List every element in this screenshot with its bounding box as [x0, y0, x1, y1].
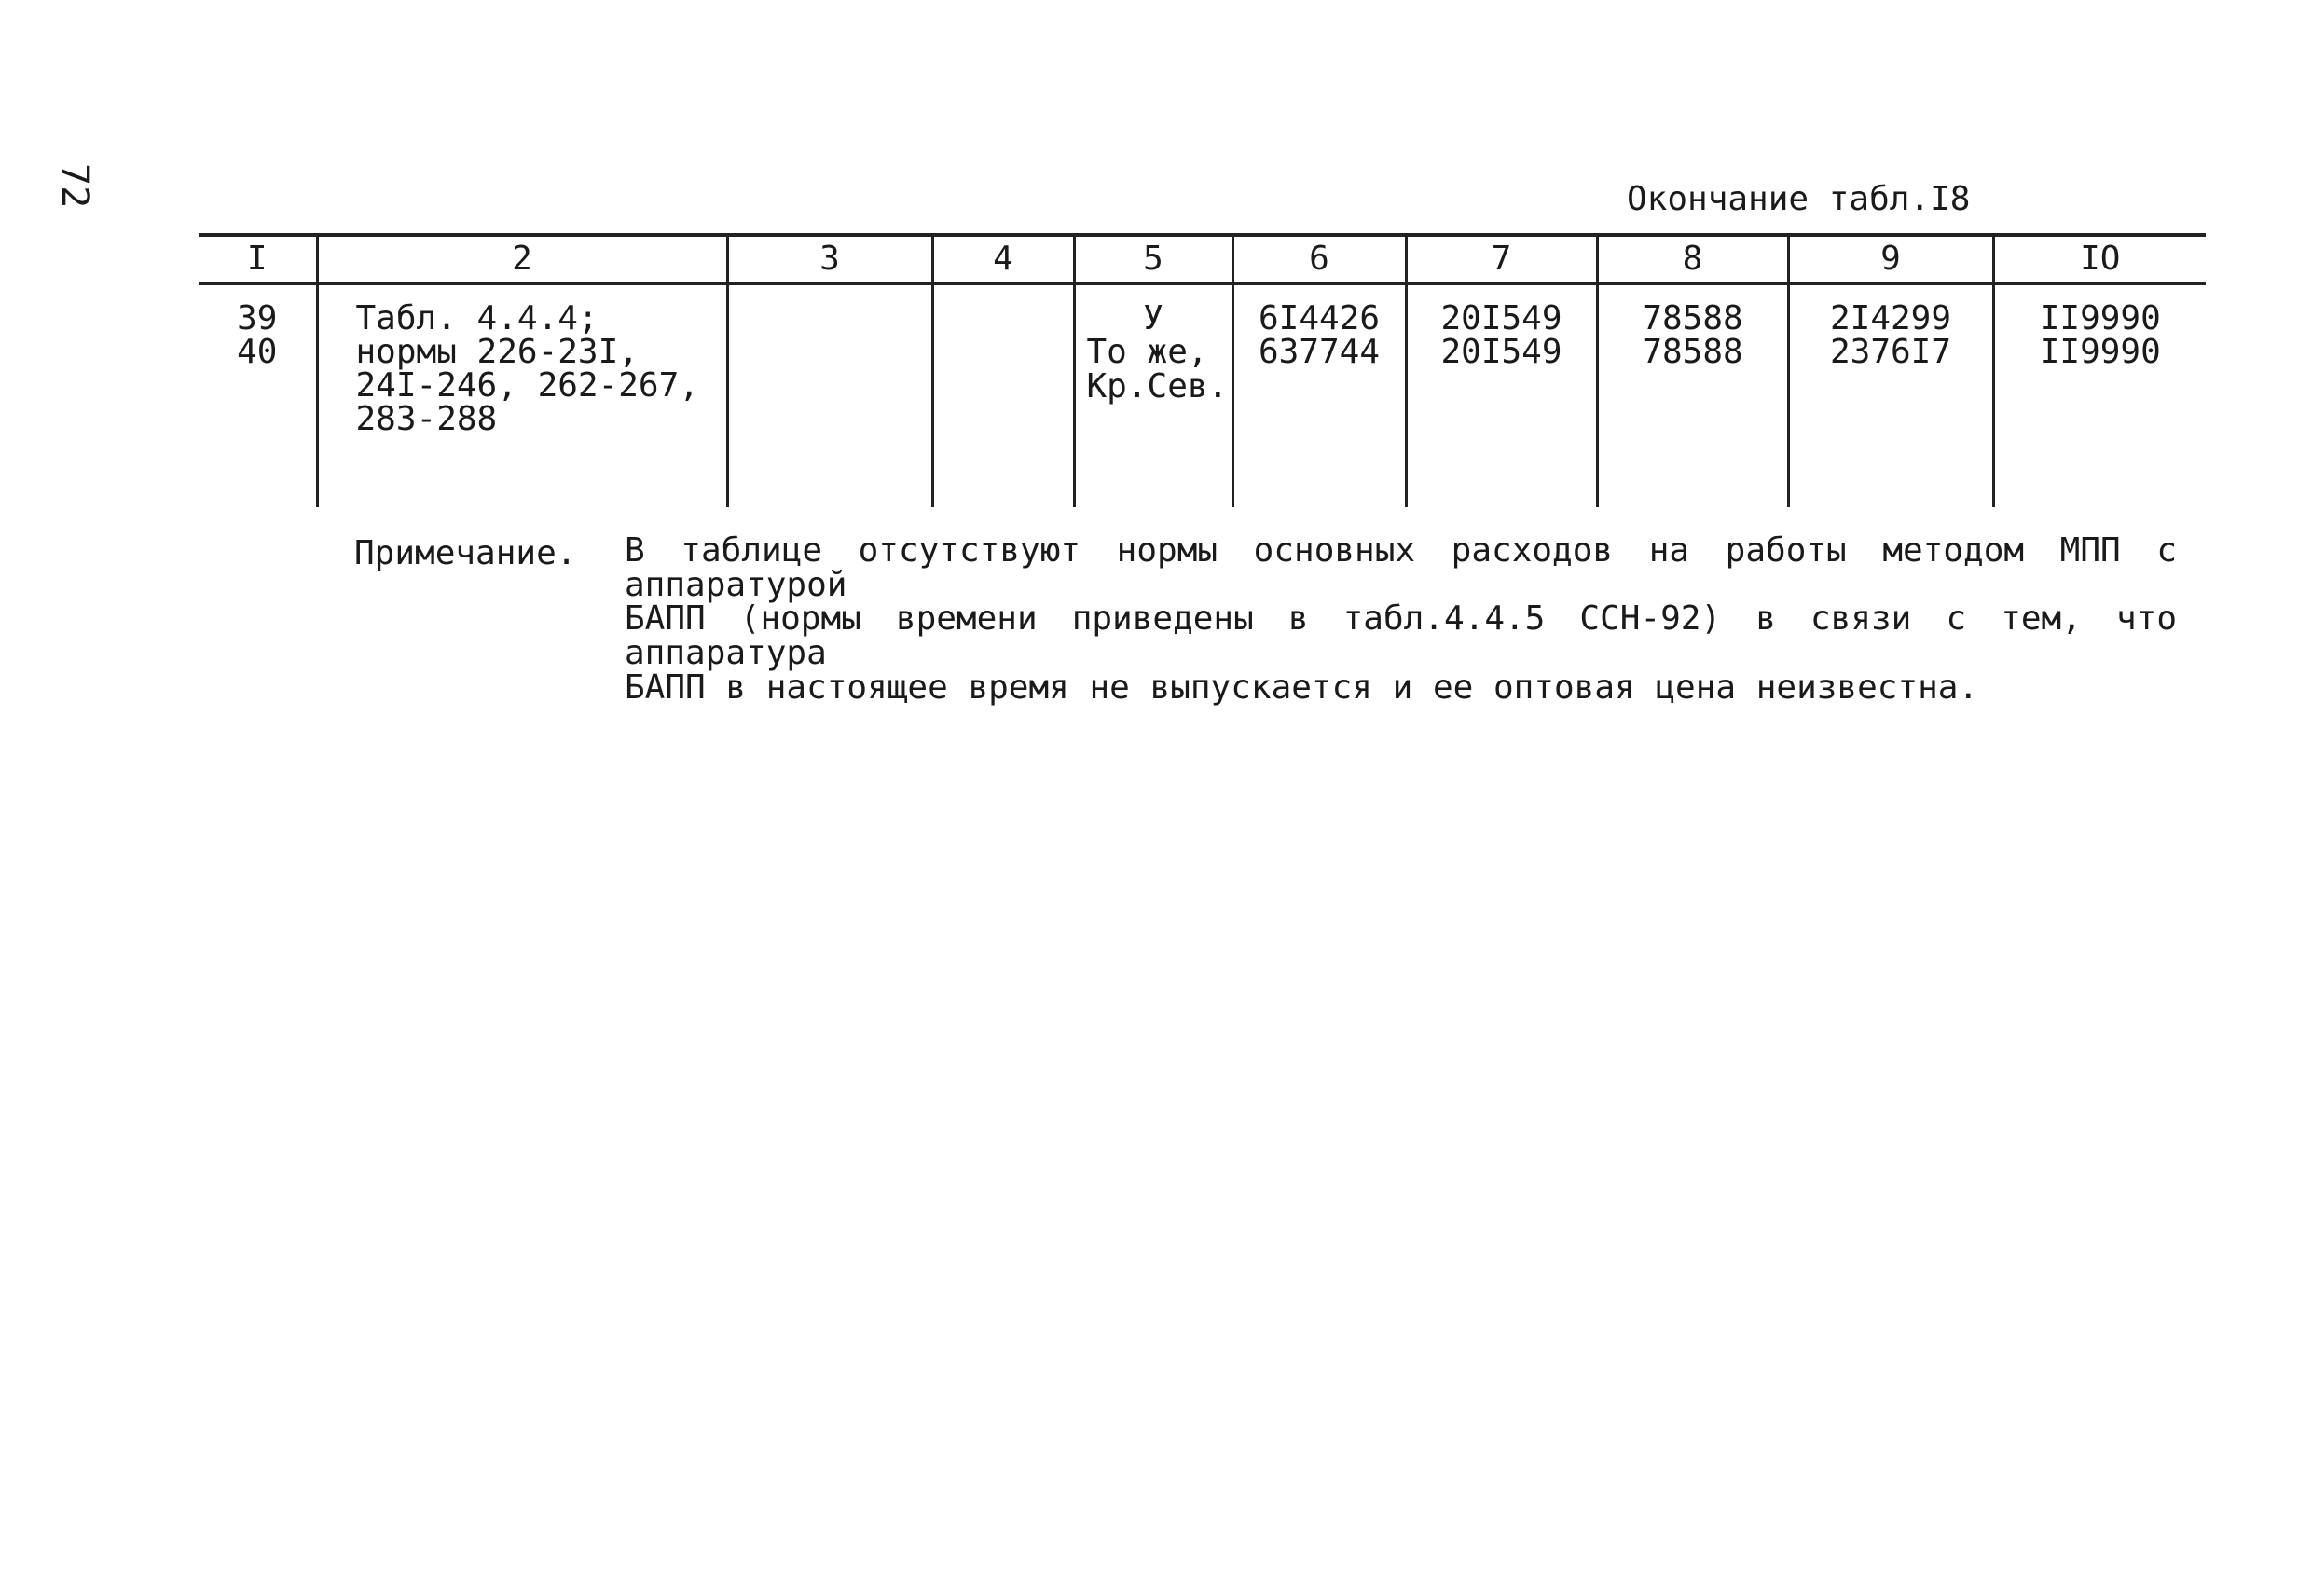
table-caption: Окончание табл.I8: [1627, 180, 1971, 218]
data-table: [199, 233, 2206, 507]
row-number: 39: [237, 299, 278, 337]
col4-cell: [932, 283, 1074, 507]
cell-value: 20I549: [1440, 299, 1562, 337]
note-line: БАПП (нормы времени приведены в табл.4.4.5 ССН-92) в связи с тем, что аппаратура: [625, 599, 2177, 673]
col-header-3: 3: [727, 235, 932, 283]
cell-value: 2376I7: [1829, 333, 1952, 371]
header-row: [199, 235, 2206, 283]
cell-value: II9990: [2039, 299, 2161, 337]
reference-line: 283-288: [355, 400, 498, 438]
cell-value: 78588: [1642, 333, 1743, 371]
cell-value: 6I4426: [1258, 299, 1381, 337]
cell-value: 637744: [1258, 333, 1381, 371]
col9-cell: [1788, 283, 1993, 507]
unit-line: У: [1143, 299, 1163, 337]
unit-cell: [1074, 283, 1232, 507]
col-header-9: 9: [1788, 235, 1993, 283]
cell-value: 2I4299: [1829, 299, 1952, 337]
col-header-4: 4: [932, 235, 1074, 283]
note-line: БАПП в настоящее время не выпускается и ее оптовая цена неизвестна.: [625, 667, 1979, 707]
unit-line: Кр.Сев.: [1086, 366, 1229, 406]
note-label: Примечание.: [354, 534, 577, 572]
col-header-8: 8: [1597, 235, 1788, 283]
page-number: 72: [53, 163, 96, 209]
note-text: [625, 531, 2177, 707]
unit-line: То же,: [1086, 333, 1208, 371]
table-row: [199, 283, 2206, 507]
col-header-1: I: [199, 235, 317, 283]
col-header-6: 6: [1232, 235, 1406, 283]
cell-value: 78588: [1642, 299, 1743, 337]
col10-cell: [1993, 283, 2206, 507]
row-numbers-cell: [199, 283, 317, 507]
reference-line: нормы 226-23I,: [355, 333, 639, 371]
col3-cell: [727, 283, 932, 507]
reference-line: 24I-246, 262-267,: [355, 366, 699, 405]
cell-value: 20I549: [1440, 333, 1562, 371]
cell-value: II9990: [2039, 333, 2161, 371]
row-number: 40: [237, 333, 278, 371]
col8-cell: [1597, 283, 1788, 507]
col-header-10: IO: [1993, 235, 2206, 283]
reference-cell: [317, 283, 727, 507]
col6-cell: [1232, 283, 1406, 507]
col-header-2: 2: [317, 235, 727, 283]
col-header-5: 5: [1074, 235, 1232, 283]
note-line: В таблице отсутствуют нормы основных расходов на работы методом МПП с аппаратурой: [625, 531, 2177, 604]
reference-line: Табл. 4.4.4;: [355, 299, 599, 337]
col-header-7: 7: [1406, 235, 1597, 283]
col7-cell: [1406, 283, 1597, 507]
